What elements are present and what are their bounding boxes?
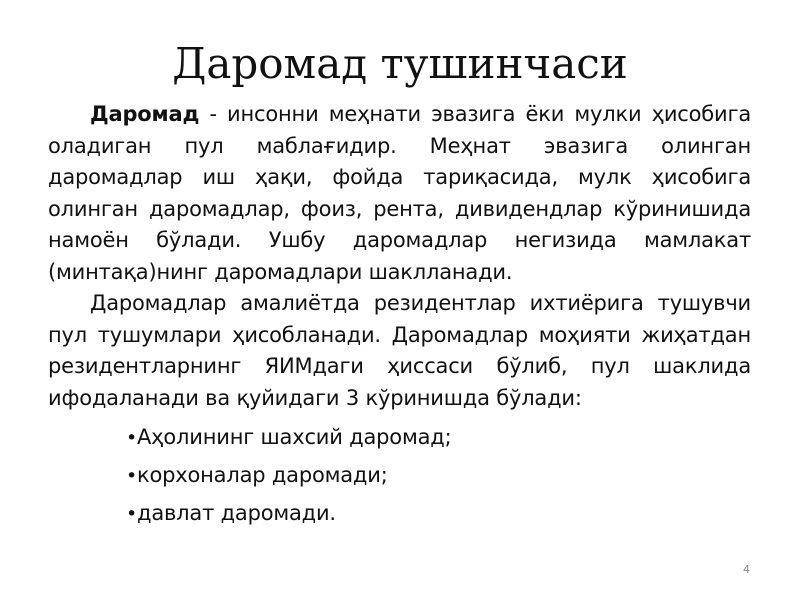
paragraph-definition [48, 99, 751, 288]
page-number: 4 [743, 563, 750, 576]
list-item-text: корхоналар даромади; [137, 463, 388, 487]
list-item [126, 495, 751, 533]
slide-body [48, 99, 751, 533]
slide-title: Даромад тушинчаси [172, 39, 628, 88]
bullet-marker: • [126, 465, 138, 487]
paragraph-residents: Даромадлар амалиётда резидентлар ихтиёрига тушувчи пул тушумлари ҳисобланади. Даромадлар моҳияти жиҳатдан резидентларнинг ЯИМдаги ҳиссаси бўлиб, пул шаклида ифодаланади ва қуйидаги 3 кўринишда бўлади: [48, 291, 751, 410]
bullet-marker: • [126, 427, 138, 449]
list-item-text: Аҳолининг шахсий даромад; [137, 425, 452, 449]
list-item-text: давлат даромади. [137, 501, 336, 525]
term-daromad: Даромад [90, 102, 200, 126]
income-types-list [48, 419, 751, 533]
definition-text: - инсонни меҳнати эвазига ёки мулки ҳисобига оладиган пул маблағидир. Меҳнат эвазига олинган даромадлар иш ҳақи, фойда тариқасида, мулк ҳисобига олинган даромадлар, фоиз, рента, дивидендлар кўринишида намоён бўлади. Ушбу даромадлар негизида мамлакат (минтақа)нинг даромадлари шаклланади. [48, 102, 751, 284]
list-item [126, 419, 751, 457]
bullet-marker: • [126, 503, 138, 525]
list-item [126, 457, 751, 495]
